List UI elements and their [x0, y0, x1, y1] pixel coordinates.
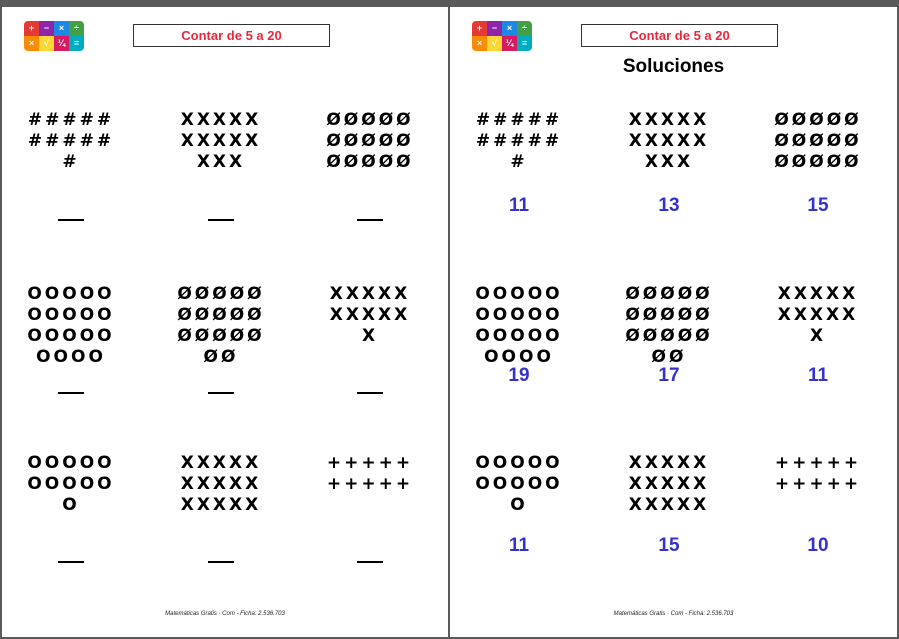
symbol-row: OOOO	[36, 347, 106, 367]
symbol-row: XXXXX	[628, 453, 710, 473]
symbol-row: X	[809, 326, 827, 346]
answer-number: 19	[508, 365, 530, 386]
exercise-symbols	[753, 110, 883, 173]
answer-number: 11	[508, 535, 530, 556]
answer-blank-line	[208, 219, 234, 221]
symbol-row: #####	[475, 131, 563, 151]
logo-tile: ÷	[69, 21, 84, 36]
exercise-symbols	[604, 453, 734, 516]
answer-number: 11	[807, 365, 829, 386]
exercise-symbols	[454, 110, 584, 173]
exercise-symbols	[156, 284, 286, 368]
exercise-symbols	[454, 453, 584, 516]
symbol-row: XXXXX	[180, 110, 262, 130]
exercise-symbols	[6, 110, 136, 173]
logo-tile: +	[24, 21, 39, 36]
symbol-row: ØØØØØ	[774, 110, 862, 130]
answer-blank-line	[357, 219, 383, 221]
exercise-symbols	[305, 453, 435, 495]
solutions-page	[450, 7, 897, 637]
symbol-row: XXXXX	[628, 131, 710, 151]
symbol-row: XXXXX	[777, 305, 859, 325]
exercise-symbols	[454, 284, 584, 368]
symbol-row: OOOOO	[27, 453, 115, 473]
symbol-row: +++++	[326, 453, 414, 473]
symbol-row: #####	[475, 110, 563, 130]
symbol-row: ØØØØØ	[625, 326, 713, 346]
symbol-row: OOOOO	[475, 305, 563, 325]
answer-blank-line	[208, 392, 234, 394]
symbol-row: XXXXX	[329, 305, 411, 325]
exercise-symbols	[6, 453, 136, 516]
answer-blank-line	[58, 561, 84, 563]
exercise-symbols	[753, 453, 883, 495]
worksheet-title: Contar de 5 a 20	[133, 24, 330, 47]
answer-number: 15	[807, 195, 829, 216]
symbol-row: OOOOO	[27, 284, 115, 304]
logo-tile: −	[487, 21, 502, 36]
solutions-footer-text: Matemáticas Gratis · Com - Ficha: 2.536.703	[613, 611, 734, 617]
symbol-row: ØØØØØ	[326, 131, 414, 151]
exercise-symbols	[604, 110, 734, 173]
symbol-row: XXXXX	[180, 131, 262, 151]
exercise-symbols	[156, 110, 286, 173]
symbol-row: OOOOO	[27, 326, 115, 346]
answer-number: 15	[658, 535, 680, 556]
logo-tile: ¼	[54, 36, 69, 51]
logo-tile: ÷	[517, 21, 532, 36]
logo-tile: ×	[24, 36, 39, 51]
symbol-row: XXXXX	[777, 284, 859, 304]
exercise-symbols	[305, 110, 435, 173]
answer-blank-line	[58, 392, 84, 394]
symbol-row: ØØØØØ	[625, 305, 713, 325]
logo-tile: ¼	[502, 36, 517, 51]
symbol-row: ØØØØØ	[177, 305, 265, 325]
symbol-row: XXXXX	[628, 110, 710, 130]
symbol-row: ØØ	[203, 347, 239, 367]
logo-tile: −	[39, 21, 54, 36]
symbol-row: XXXXX	[180, 495, 262, 515]
symbol-row: XXXXX	[628, 495, 710, 515]
symbol-row: XXXXX	[329, 284, 411, 304]
exercise-symbols	[156, 453, 286, 516]
symbol-row: ØØØØØ	[326, 110, 414, 130]
symbol-row: +++++	[326, 474, 414, 494]
answer-number: 17	[658, 365, 680, 386]
symbol-row: ØØ	[651, 347, 687, 367]
symbol-row: OOOOO	[27, 305, 115, 325]
symbol-row: ØØØØØ	[774, 131, 862, 151]
answer-number: 11	[508, 195, 530, 216]
logo-tile: √	[39, 36, 54, 51]
logo-tile: +	[472, 21, 487, 36]
footer-text: Matemáticas Gratis · Com - Ficha: 2.536.703	[165, 611, 285, 617]
logo-tile: =	[69, 36, 84, 51]
symbol-row: #####	[27, 110, 115, 130]
solutions-worksheet-title: Contar de 5 a 20	[581, 24, 778, 47]
answer-blank-line	[208, 561, 234, 563]
symbol-row: OOOOO	[27, 474, 115, 494]
symbol-row: XXXXX	[180, 453, 262, 473]
symbol-row: XXXXX	[628, 474, 710, 494]
symbol-row: O	[62, 495, 80, 515]
math-logo-icon	[472, 21, 532, 51]
symbol-row: +++++	[774, 474, 862, 494]
symbol-row: OOOOO	[475, 453, 563, 473]
symbol-row: OOOO	[484, 347, 554, 367]
worksheet-page	[2, 7, 448, 637]
logo-tile: ×	[502, 21, 517, 36]
logo-tile: √	[487, 36, 502, 51]
symbol-row: #	[62, 152, 80, 172]
logo-tile: ×	[472, 36, 487, 51]
symbol-row: OOOOO	[475, 284, 563, 304]
solutions-heading: Soluciones	[622, 56, 725, 77]
symbol-row: ØØØØØ	[774, 152, 862, 172]
symbol-row: OOOOO	[475, 474, 563, 494]
answer-number: 10	[807, 535, 829, 556]
answer-blank-line	[58, 219, 84, 221]
symbol-row: ØØØØØ	[625, 284, 713, 304]
symbol-row: #####	[27, 131, 115, 151]
exercise-symbols	[604, 284, 734, 368]
logo-tile: =	[517, 36, 532, 51]
symbol-row: X	[361, 326, 379, 346]
symbol-row: +++++	[774, 453, 862, 473]
exercise-symbols	[6, 284, 136, 368]
answer-blank-line	[357, 392, 383, 394]
logo-tile: ×	[54, 21, 69, 36]
symbol-row: #	[510, 152, 528, 172]
symbol-row: ØØØØØ	[177, 326, 265, 346]
exercise-symbols	[753, 284, 883, 347]
exercise-symbols	[305, 284, 435, 347]
symbol-row: ØØØØØ	[177, 284, 265, 304]
symbol-row: O	[510, 495, 528, 515]
symbol-row: XXX	[644, 152, 694, 172]
symbol-row: XXX	[196, 152, 246, 172]
answer-number: 13	[658, 195, 680, 216]
answer-blank-line	[357, 561, 383, 563]
symbol-row: ØØØØØ	[326, 152, 414, 172]
symbol-row: OOOOO	[475, 326, 563, 346]
math-logo-icon	[24, 21, 84, 51]
symbol-row: XXXXX	[180, 474, 262, 494]
